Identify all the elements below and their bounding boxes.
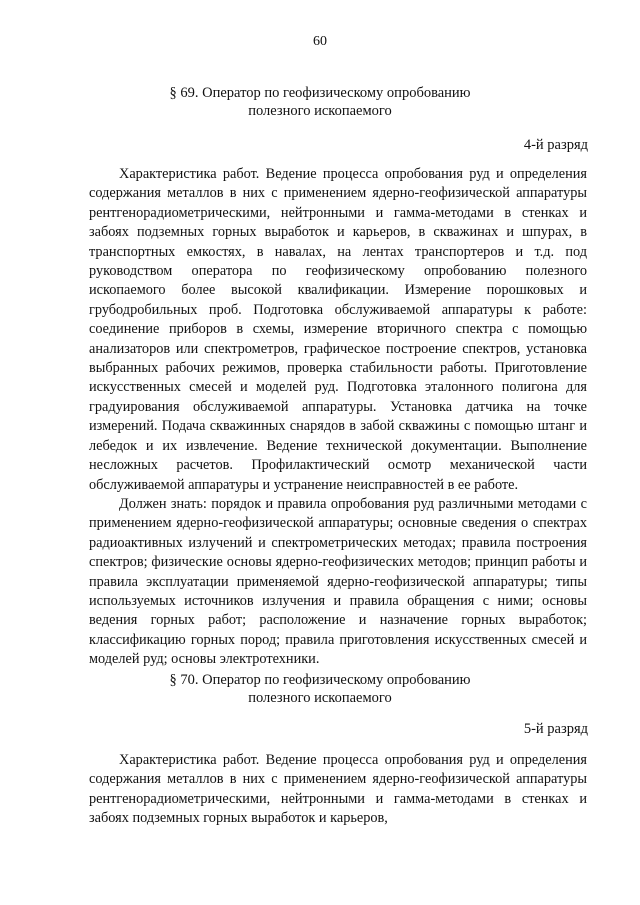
section-69-heading-line2: полезного ископаемого <box>248 103 392 119</box>
section-69-characteristic-lead: Характеристика работ. <box>119 166 260 182</box>
section-69-grade: 4-й разряд <box>523 137 588 153</box>
section-69-characteristic-paragraph <box>89 165 587 495</box>
section-70-grade: 5-й разряд <box>523 721 588 737</box>
section-70-body <box>89 751 587 829</box>
section-69-knowledge-paragraph <box>89 495 587 670</box>
section-70-characteristic-paragraph <box>89 751 587 829</box>
section-70-heading-line2: полезного ископаемого <box>248 690 392 706</box>
page-number: 60 <box>313 34 327 49</box>
section-70-characteristic-text: Ведение процесса опробования руд и определения содержания металлов в них с применением ядерно-геофизической аппаратуры рентгенорадиометрическими, нейтронными и гамма-методами в стенках и забоях подземных горных выработок и карьеров, <box>89 752 587 827</box>
section-69-characteristic-text: Ведение процесса опробования руд и определения содержания металлов в них с применением ядерно-геофизической аппаратуры рентгенорадиометрическими, нейтронными и гамма-методами в стенках и забоях подземных горных выработок и карьеров, в скважинах и шпурах, в транспортных емкостях, в навалах, на лентах транспортеров и т.д. под руководством оператора по геофизическому опробованию полезного ископаемого более высокой квалификации. Измерение порошковых и грубодробильных проб. Подготовка обслуживаемой аппаратуры к работе: соединение приборов в схемы, измерение вторичного спектра с помощью анализаторов или спектрометров, графическое построение спектров, установка выбранных рабочих режимов, проверка стабильности работы. Приготовление искусственных смесей и моделей руд. Подготовка эталонного полигона для градуирования обслуживаемой аппаратуры. Установка датчика на точке измерений. Подача скважинных снарядов в забой скважины с помощью штанг и лебедок и их извлечение. Ведение технической документации. Выполнение несложных расчетов. Профилактический осмотр механической части обслуживаемой аппаратуры и устранение неисправностей в ее работе. <box>89 166 587 493</box>
section-69-heading <box>0 84 640 120</box>
section-69-knowledge-lead: Должен знать: <box>119 495 207 512</box>
section-70-heading-line1: § 70. Оператор по геофизическому опробованию <box>169 672 471 688</box>
section-70-characteristic-lead: Характеристика работ. <box>119 752 260 768</box>
section-69-knowledge-text: порядок и правила опробования руд различными методами с применением ядерно-геофизической аппаратуры; основные сведения о спектрах радиоактивных излучений и спектрометрических методах; правила построения спектров; физические основы ядерно-геофизических методов; принцип работы и правила эксплуатации применяемой ядерно-геофизической аппаратуры; типы используемых источников излучения и правила обращения с ними; основы ведения горных работ; расположение и назначение горных выработок; классификацию горных пород; правила приготовления искусственных смесей и моделей руд; основы электротехники. <box>89 495 587 668</box>
section-69-heading-line1: § 69. Оператор по геофизическому опробованию <box>169 85 471 101</box>
section-70-heading <box>0 671 640 707</box>
section-69-body <box>89 165 587 670</box>
